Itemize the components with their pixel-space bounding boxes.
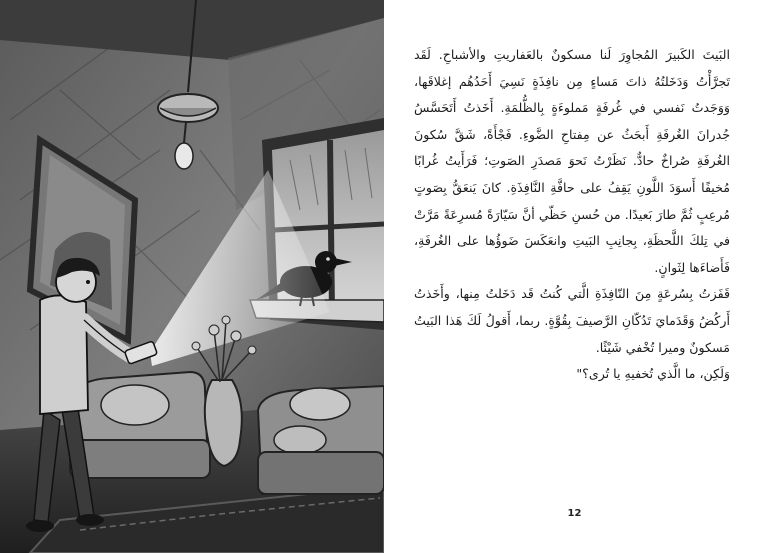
lamp-bulb [175,143,193,169]
story-paragraph: وَلَكِن، ما الَّذي تُخفيهِ يا تُرى؟" [576,366,730,382]
sofa-left [70,372,210,478]
text-page [384,0,765,553]
story-text [414,42,730,388]
sofa-right [258,386,384,494]
page-number: 12 [567,508,582,519]
story-paragraph: البَيتَ الكَبيرَ المُجاوِرَ لَنا مسكونٌ بالعَفاريتِ والأشباحِ. لَقَد تَجرَّأْتُ وَدَخَلتُهُ ذاتَ مَساءٍ مِن نافِذَةٍ نَسِيَ أَحَدُهُم إغلاقَها، وَوَجَدتُ نَفسي في غُرفَةٍ مَملوءَةٍ بِالظُّلمَةِ. أَخَذتُ أَتَحَسَّسُ جُدرانَ الغُرفَةِ أَبحَثُ عن مِفتاحِ الضَّوءِ. فَجْأَةً، شَقَّ سُكونَ الغُرفَةِ صُراخٌ حادٌّ. نَظَرْتُ نَحوَ مَصدَرِ الصَوتِ؛ فَرَأَيتُ غُرابًا مُخيفًا أَسوَدَ اللَّونِ يَقِفُ على حافَّةِ النَّافِذَةِ. كانَ يَنعَقُّ بِصَوتٍ مُرعِبٍ ثُمَّ طارَ بَعيدًا. من حُسنِ حَظّي أنَّ سَيّارَةً مُسرِعَةً مَرَّتْ في تِلكَ اللَّحظَةِ، بِجانِبِ البَيتِ وانعَكَسَ ضَوؤُها على الغُرفَةِ، فَأَضاءَها لِثَوانٍ. [414,47,730,275]
story-paragraph: قَفَزتُ بِسُرعَةٍ مِنَ النّافِذَةِ الَّتي كُنتُ قَد دَخَلتُ مِنها، وأَخَذتُ أَركُضُ وَقَدَمايَ تَدُكّانِ الرَّصيفَ بِقُوَّةٍ. ربما، أَقولُ لَكَ هَذا البَيتُ مَسكونٌ وميرا تُخْفي شَيْئًا. [414,286,730,355]
